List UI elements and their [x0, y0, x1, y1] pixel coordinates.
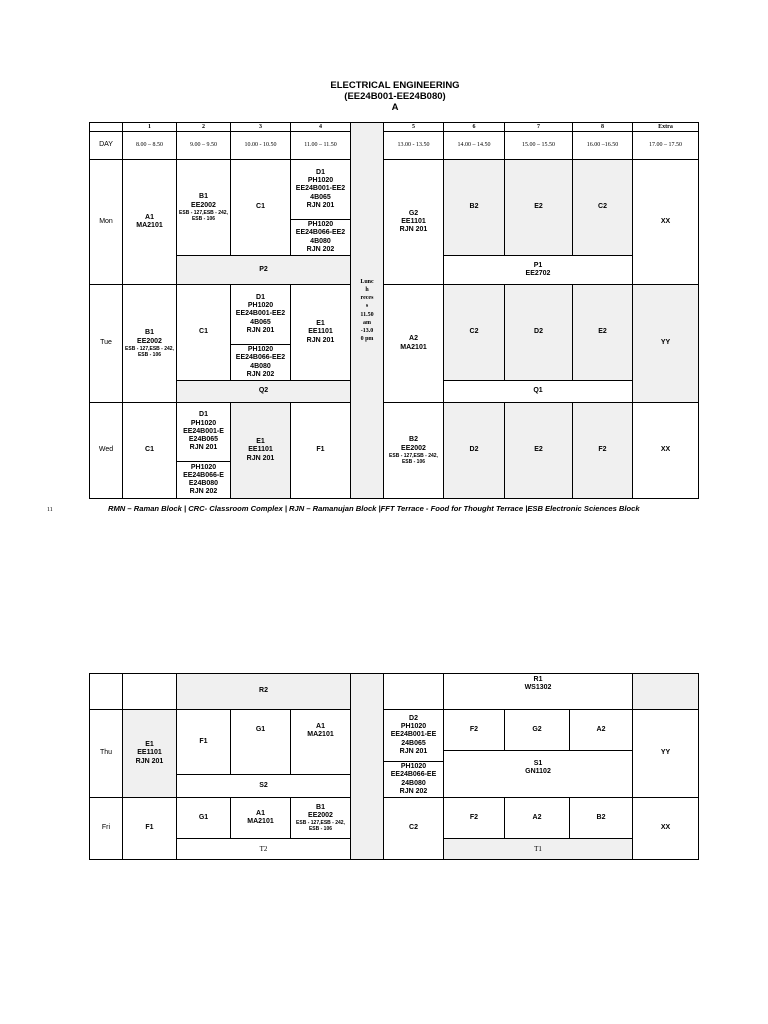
tue-slot-3b [230, 344, 291, 381]
course-line: PH1020 [190, 463, 217, 471]
course-line: PH1020 [190, 419, 217, 427]
thu-slot-7: G2 [504, 709, 570, 751]
thu-slot-2: F1 [176, 709, 231, 775]
lunch-line: reces [360, 295, 374, 302]
course-line: B1 [145, 329, 154, 337]
course-line: EE2702 [525, 270, 551, 277]
course-line: 24B065 [401, 739, 426, 747]
course-line: 4B065 [250, 318, 271, 326]
wed-extra: XX [632, 402, 699, 499]
course-line: B2 [409, 436, 418, 444]
lunch-line: -13.0 [360, 327, 374, 334]
course-line: D1 [256, 293, 265, 301]
thu-slot-5b [383, 761, 444, 798]
thu-slot-1 [122, 709, 177, 798]
fri-slot-2: G1 [176, 797, 231, 839]
course-line: EE2002 [191, 201, 216, 209]
mon-slot-8: C2 [572, 159, 633, 256]
tue-slot-5 [383, 284, 444, 403]
building-legend: RMN – Raman Block | CRC- Classroom Complex | RJN – Ramanujan Block |FFT Terrace - Food for Thought Terrace |ESB Electronic Sciences Block [108, 504, 640, 513]
course-line: GN1102 [525, 768, 551, 776]
tue-lab-q1: Q1 [443, 380, 633, 403]
slot-number-4: 4 [290, 122, 351, 132]
course-line: D1 [316, 168, 325, 176]
thu-slot-8: A2 [569, 709, 633, 751]
course-line: PH1020 [307, 221, 334, 229]
mon-slot-4b [290, 219, 351, 256]
course-line: 4B080 [310, 237, 331, 245]
course-line: E1 [256, 438, 265, 446]
wed-slot-4: F1 [290, 402, 351, 499]
lunch-line: Lunc [360, 278, 374, 285]
course-line: 24B080 [401, 779, 426, 787]
lunch-line: s [365, 303, 369, 310]
course-line: EE2002 [401, 444, 426, 452]
course-line: PH1020 [400, 723, 427, 731]
course-line: RJN 202 [306, 245, 335, 253]
time-slot-4: 11.00 – 11.50 [290, 131, 351, 160]
course-line: WS1302 [524, 684, 552, 692]
course-line: PH1020 [307, 177, 334, 185]
course-line: B1 [199, 193, 208, 201]
room-list: ESB - 127,ESB - 242, ESB - 106 [389, 452, 438, 465]
course-line: EE24B066-E [183, 471, 224, 479]
mon-slot-2 [176, 159, 231, 256]
course-line: EE24B066-EE2 [295, 229, 346, 237]
course-line: RJN 202 [246, 370, 275, 378]
fri-slot-5: C2 [383, 797, 444, 860]
tue-lab-q2: Q2 [176, 380, 351, 403]
course-line: G2 [408, 209, 419, 217]
course-line: R1 [533, 676, 543, 683]
course-line: D2 [409, 714, 418, 722]
slot-number-3: 3 [230, 122, 291, 132]
day-label-fri: Fri [89, 797, 123, 860]
lunch-column [350, 122, 384, 499]
wed-slot-5 [383, 402, 444, 499]
fri-extra: XX [632, 797, 699, 860]
mon-slot-4a [290, 159, 351, 220]
wed-slot-3 [230, 402, 291, 499]
course-line: EE24B066-EE [390, 771, 437, 779]
course-line: RJN 202 [189, 488, 218, 496]
fri-slot-1: F1 [122, 797, 177, 860]
day-label-tue: Tue [89, 284, 123, 403]
tue-slot-4 [290, 284, 351, 381]
thu-extra: YY [632, 709, 699, 798]
lunch-line: 11.50 [360, 311, 374, 318]
wed-slot-7: E2 [504, 402, 573, 499]
day-label-mon: Mon [89, 159, 123, 285]
day-header: DAY [89, 131, 123, 160]
fri-slot-4 [290, 797, 351, 839]
course-line: RJN 201 [306, 201, 335, 209]
room-list: ESB - 127,ESB - 242, ESB - 106 [179, 209, 228, 222]
course-line: E1 [145, 741, 154, 749]
course-line: RJN 202 [399, 787, 428, 795]
time-slot-2: 9.00 – 9.50 [176, 131, 231, 160]
tue-slot-6: C2 [443, 284, 505, 381]
day-label-wed: Wed [89, 402, 123, 499]
lunch-line: h [365, 286, 369, 293]
fri-lab-t2: T2 [176, 838, 351, 860]
p2-lab-r1 [443, 673, 633, 710]
slot-number-6: 6 [443, 122, 505, 132]
tue-slot-7: D2 [504, 284, 573, 381]
time-slot-7: 15.00 – 15.50 [504, 131, 573, 160]
time-slot-3: 10.00 - 10.50 [230, 131, 291, 160]
fri-lab-t1: T1 [443, 838, 633, 860]
course-line: A1 [145, 213, 154, 221]
thu-slot-3: G1 [230, 709, 291, 775]
time-slot-8: 16.00 –16.50 [572, 131, 633, 160]
course-line: MA2101 [136, 222, 163, 229]
course-line: PH1020 [247, 302, 274, 310]
course-line: A2 [409, 335, 418, 343]
timetable-title-line2: (EE24B001-EE24B080) [344, 91, 446, 102]
course-line: A1 [256, 809, 265, 817]
course-line: EE1101 [401, 217, 426, 225]
wed-slot-6: D2 [443, 402, 505, 499]
mon-lab-p1 [443, 255, 633, 285]
thu-slot-5a [383, 709, 444, 762]
course-line: EE24B001-EE2 [295, 185, 346, 193]
course-line: 4B080 [250, 362, 271, 370]
course-line: 4B065 [310, 193, 331, 201]
wed-slot-2b [176, 461, 231, 499]
course-line: E1 [316, 320, 325, 328]
course-line: MA2101 [307, 731, 334, 739]
course-line: RJN 201 [189, 444, 218, 452]
room-list: ESB - 127,ESB - 242, ESB - 106 [125, 345, 174, 358]
lunch-line: am [363, 319, 371, 326]
fri-slot-7: A2 [504, 797, 570, 839]
course-line: RJN 201 [306, 336, 335, 344]
course-line: EE2002 [137, 337, 162, 345]
course-line: EE1101 [248, 446, 273, 454]
p2-lunch-column [350, 673, 384, 860]
p2-blank-day [89, 673, 123, 710]
slot-number-1: 1 [122, 122, 177, 132]
tue-slot-3a [230, 284, 291, 345]
p2-lab-r2: R2 [176, 673, 351, 710]
mon-slot-3: C1 [230, 159, 291, 256]
course-line: RJN 201 [246, 326, 275, 334]
tue-slot-8: E2 [572, 284, 633, 381]
course-line: E24B065 [188, 436, 219, 444]
course-line: P1 [533, 261, 543, 269]
page-number: 11 [47, 507, 53, 513]
fri-slot-8: B2 [569, 797, 633, 839]
time-slot-1: 8.00 – 8.50 [122, 131, 177, 160]
course-line: MA2101 [247, 818, 274, 825]
mon-slot-1 [122, 159, 177, 285]
slot-number-extra: Extra [632, 122, 699, 132]
p2-blank-slot1 [122, 673, 177, 710]
fri-slot-3 [230, 797, 291, 839]
mon-extra: XX [632, 159, 699, 285]
course-line: D1 [199, 411, 208, 419]
fri-slot-6: F2 [443, 797, 505, 839]
timetable-title-line1: ELECTRICAL ENGINEERING [330, 80, 460, 91]
thu-slot-4 [290, 709, 351, 775]
wed-slot-8: F2 [572, 402, 633, 499]
course-line: RJN 201 [399, 226, 428, 234]
thu-lab-s1 [443, 750, 633, 798]
mon-lab-p2: P2 [176, 255, 351, 285]
timetable-title-line3: A [391, 102, 399, 113]
tue-slot-1 [122, 284, 177, 403]
time-slot-5: 13.00 - 13.50 [383, 131, 444, 160]
course-line: EE24B001-EE [390, 731, 437, 739]
slot-number-7: 7 [504, 122, 573, 132]
tue-extra: YY [632, 284, 699, 403]
slot-number-2: 2 [176, 122, 231, 132]
p2-blank-slot5 [383, 673, 444, 710]
course-line: PH1020 [400, 763, 427, 771]
mon-slot-6: B2 [443, 159, 505, 256]
course-line: S1 [533, 760, 543, 767]
course-line: MA2101 [400, 343, 427, 351]
tue-slot-2: C1 [176, 284, 231, 381]
course-line: EE24B066-EE2 [235, 354, 286, 362]
course-line: RJN 201 [246, 454, 275, 462]
course-line: EE24B001-EE2 [235, 310, 286, 318]
room-list: ESB - 127,ESB - 242, ESB - 106 [296, 820, 345, 833]
lunch-line: 0 pm [360, 336, 374, 343]
wed-slot-1: C1 [122, 402, 177, 499]
day-label-thu: Thu [89, 709, 123, 798]
course-line: RJN 201 [135, 757, 164, 765]
slot-number-5: 5 [383, 122, 444, 132]
mon-slot-5 [383, 159, 444, 285]
p2-blank-extra [632, 673, 699, 710]
thu-lab-s2: S2 [176, 774, 351, 798]
slot-number-8: 8 [572, 122, 633, 132]
course-line: EE1101 [137, 749, 162, 757]
wed-slot-2a [176, 402, 231, 462]
time-slot-6: 14.00 – 14.50 [443, 131, 505, 160]
time-slot-extra: 17.00 – 17.50 [632, 131, 699, 160]
course-line: E24B080 [188, 480, 219, 487]
course-line: EE24B001-E [183, 427, 224, 435]
course-line: EE1101 [308, 328, 333, 336]
course-line: B1 [316, 803, 325, 811]
course-line: EE2002 [308, 812, 333, 819]
mon-slot-7: E2 [504, 159, 573, 256]
course-line: PH1020 [247, 346, 274, 354]
course-line: A1 [316, 723, 325, 730]
course-line: RJN 201 [399, 747, 428, 755]
thu-slot-6: F2 [443, 709, 505, 751]
